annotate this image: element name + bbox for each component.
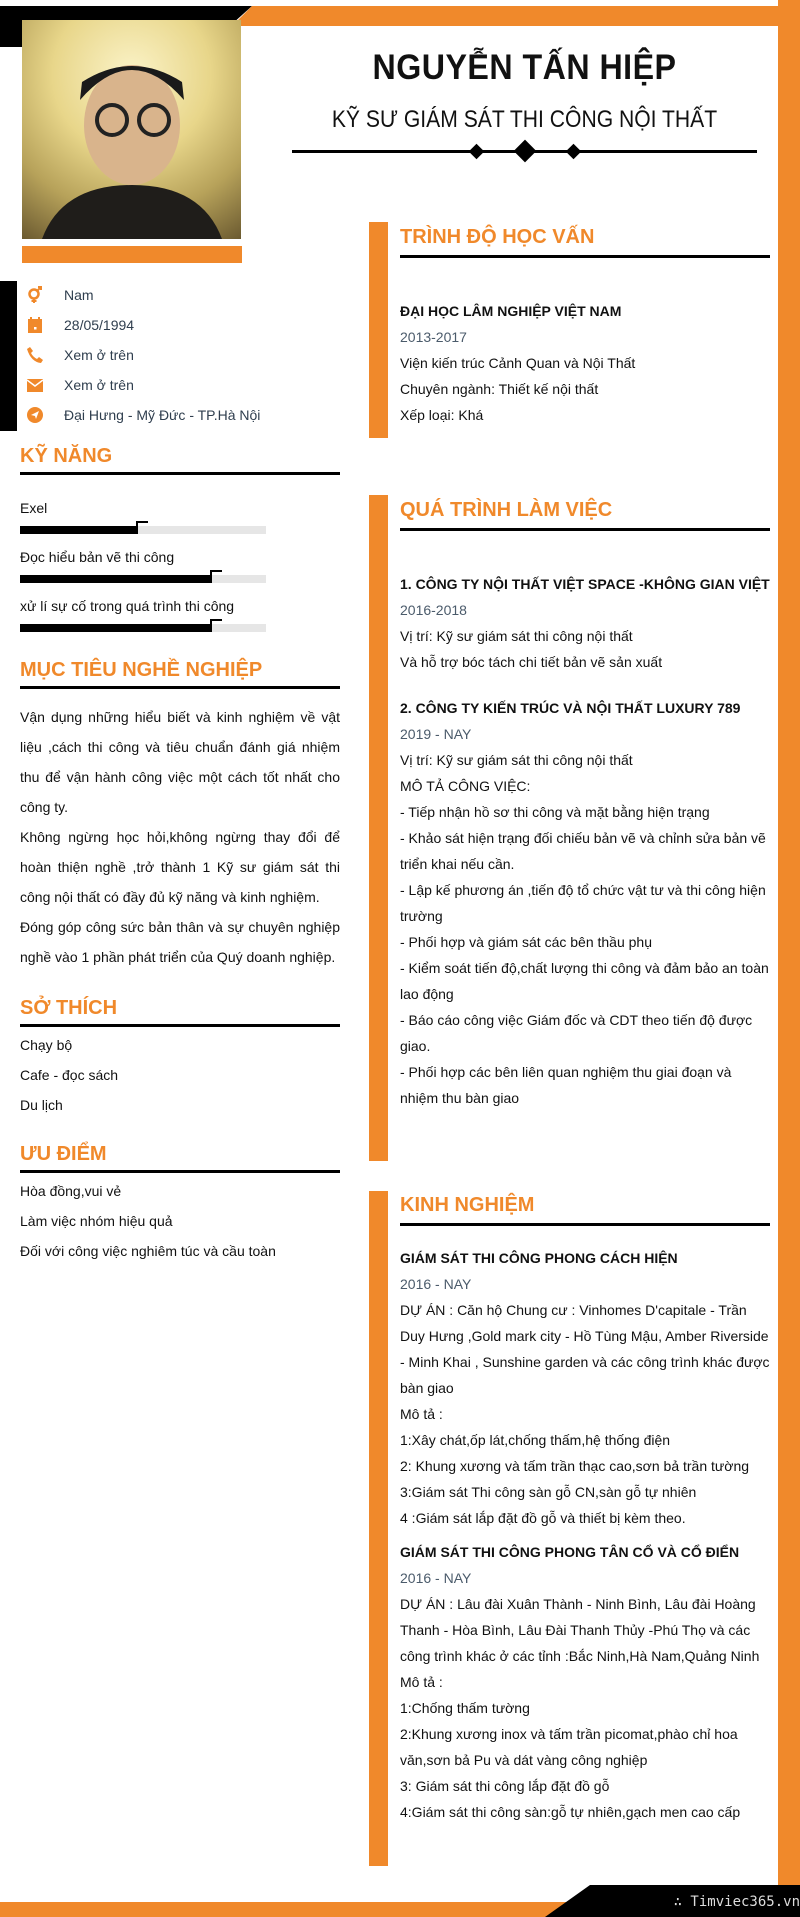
job-line: - Phối hợp và giám sát các bên thầu phụ [400, 934, 652, 950]
education-line: Xếp loại: Khá [400, 407, 484, 423]
candidate-title: KỸ SƯ GIÁM SÁT THI CÔNG NỘI THẤT [331, 106, 718, 133]
calendar-icon [26, 316, 44, 334]
education-line: Chuyên ngành: Thiết kế nội thất [400, 381, 599, 397]
contact-value: 28/05/1994 [64, 317, 135, 333]
job-line: - Phối hợp các bên liên quan nghiệm thu giai đoạn và nhiệm thu bàn giao [400, 1064, 732, 1106]
contact-birthday [26, 313, 134, 337]
contact-value: Xem ở trên [64, 377, 134, 393]
job-line: Vị trí: Kỹ sư giám sát thi công nội thất [400, 752, 633, 768]
school-name: ĐẠI HỌC LÂM NGHIỆP VIỆT NAM [400, 303, 622, 319]
job-line: Và hỗ trợ bóc tách chi tiết bản vẽ sản xuất [400, 654, 663, 670]
job-line: - Báo cáo công việc Giám đốc và CDT theo tiến độ được giao. [400, 1012, 753, 1054]
experience-line: 3: Giám sát thi công lắp đặt đồ gỗ [400, 1778, 610, 1794]
strength-item: Hòa đồng,vui vẻ [20, 1183, 122, 1199]
experience-title: GIÁM SÁT THI CÔNG PHONG CÁCH HIỆN [400, 1250, 678, 1266]
strength-item: Đối với công việc nghiêm túc và cầu toàn [20, 1243, 276, 1259]
experience-line: 4:Giám sát thi công sàn:gỗ tự nhiên,gạch men cao cấp [400, 1804, 741, 1820]
contact-value: Xem ở trên [64, 347, 134, 363]
skill-label: xử lí sự cố trong quá trình thi công [20, 598, 235, 614]
divider-diamond [566, 144, 582, 160]
job-line: MÔ TẢ CÔNG VIỆC: [400, 778, 531, 794]
objective-text [20, 702, 340, 972]
hobby-item: Chạy bộ [20, 1037, 73, 1053]
section-accent-bar [369, 222, 388, 438]
education-line: Viện kiến trúc Cảnh Quan và Nội Thất [400, 355, 636, 371]
skill-bar-marker [210, 570, 222, 572]
hobby-item: Du lịch [20, 1097, 63, 1113]
work-content [400, 571, 770, 1111]
work-heading: QUÁ TRÌNH LÀM VIỆC [400, 499, 770, 531]
contact-value: Nam [64, 287, 94, 303]
contact-gender [26, 283, 94, 307]
skill-bar [20, 624, 266, 632]
hobbies-heading: SỞ THÍCH [20, 997, 340, 1027]
contact-address [26, 403, 260, 427]
gender-icon [26, 286, 44, 304]
experience-heading: KINH NGHIỆM [400, 1194, 770, 1226]
job-line: - Kiểm soát tiến độ,chất lượng thi công và đảm bảo an toàn lao động [400, 960, 769, 1002]
contact-side-bar [0, 281, 17, 431]
job-line: - Lập kế phương án ,tiến độ tổ chức vật tư và thi công hiện trường [400, 882, 766, 924]
contact-phone [26, 343, 134, 367]
experience-line: Mô tả : [400, 1674, 443, 1690]
watermark: ∴ Timviec365.vn [673, 1894, 800, 1910]
skill-bar [20, 575, 266, 583]
job-line: - Tiếp nhận hồ sơ thi công và mặt bằng hiện trạng [400, 804, 710, 820]
skill-bar-marker [136, 521, 148, 523]
job-line: - Khảo sát hiện trạng đối chiếu bản vẽ và chỉnh sửa bản vẽ triển khai nếu cần. [400, 830, 766, 872]
objective-heading: MỤC TIÊU NGHỀ NGHIỆP [20, 659, 340, 689]
divider-diamond [514, 140, 537, 163]
skill-bar [20, 526, 266, 534]
skill-label: Exel [20, 500, 48, 516]
experience-period: 2016 - NAY [400, 1570, 472, 1586]
top-orange-band [232, 6, 800, 26]
section-accent-bar [369, 1191, 388, 1866]
bottom-orange-band [0, 1902, 580, 1917]
strengths-heading: ƯU ĐIỂM [20, 1143, 340, 1173]
experience-line: DỰ ÁN : Căn hộ Chung cư : Vinhomes D'capitale - Trần Duy Hưng ,Gold mark city - Hồ Tùng Mậu, Amber Riverside - Minh Khai , Sunshine garden và các công trình khác được bàn giao [400, 1302, 770, 1396]
email-icon [26, 376, 44, 394]
experience-line: 2: Khung xương và tấm trần thạc cao,sơn bả trần tường [400, 1458, 750, 1474]
skill-bar-fill [20, 575, 212, 583]
job-company: 2. CÔNG TY KIẾN TRÚC VÀ NỘI THẤT LUXURY 789 [400, 700, 741, 716]
strength-item: Làm việc nhóm hiệu quả [20, 1213, 173, 1229]
objective-paragraph: Vận dụng những hiểu biết và kinh nghiệm về vật liệu ,cách thi công và tiêu chuẩn đánh giá nhiệm thu để vận hành công việc một cách tốt nhất cho công ty. [20, 709, 340, 815]
hobby-item: Cafe - đọc sách [20, 1067, 119, 1083]
strengths-list [20, 1176, 340, 1266]
experience-content [400, 1245, 770, 1825]
skill-bar-fill [20, 624, 212, 632]
phone-icon [26, 346, 44, 364]
experience-line: 4 :Giám sát lắp đặt đồ gỗ và thiết bị kèm theo. [400, 1510, 686, 1526]
job-period: 2016-2018 [400, 602, 467, 618]
section-accent-bar [369, 495, 388, 1161]
right-orange-bar [778, 0, 800, 1917]
experience-line: DỰ ÁN : Lâu đài Xuân Thành - Ninh Bình, Lâu đài Hoàng Thanh - Hòa Bình, Lâu Đài Thanh Thủy -Phú Thọ và các công trình khác ở các tỉnh :Bắc Ninh,Hà Nam,Quảng Ninh [400, 1596, 760, 1664]
education-period: 2013-2017 [400, 329, 467, 345]
job-line: Vị trí: Kỹ sư giám sát thi công nội thất [400, 628, 633, 644]
experience-period: 2016 - NAY [400, 1276, 472, 1292]
location-icon [26, 406, 44, 424]
job-period: 2019 - NAY [400, 726, 472, 742]
skills-heading: KỸ NĂNG [20, 445, 340, 475]
experience-line: 3:Giám sát Thi công sàn gỗ CN,sàn gỗ tự nhiên [400, 1484, 697, 1500]
experience-line: 1:Chống thấm tường [400, 1700, 530, 1716]
experience-line: Mô tả : [400, 1406, 443, 1422]
skill-bar-fill [20, 526, 138, 534]
profile-photo [22, 20, 241, 239]
education-heading: TRÌNH ĐỘ HỌC VẤN [400, 226, 770, 258]
contact-value: Đại Hưng - Mỹ Đức - TP.Hà Nội [64, 407, 261, 423]
divider-diamond [469, 144, 485, 160]
candidate-name: NGUYỄN TẤN HIỆP [372, 48, 677, 87]
experience-title: GIÁM SÁT THI CÔNG PHONG TÂN CỔ VÀ CỔ ĐIỂN [400, 1544, 740, 1560]
job-company: 1. CÔNG TY NỘI THẤT VIỆT SPACE -KHÔNG GIAN VIỆT [400, 576, 770, 592]
skill-bar-marker [210, 619, 222, 621]
experience-line: 1:Xây chát,ốp lát,chống thấm,hệ thống điện [400, 1432, 671, 1448]
objective-paragraph: Không ngừng học hỏi,không ngừng thay đổi để hoàn thiện nghề ,trở thành 1 Kỹ sư giám sát thi công nội thất có đầy đủ kỹ năng và kinh nghiệm. [20, 829, 340, 905]
hobbies-list [20, 1030, 340, 1120]
photo-accent-bar [22, 246, 242, 263]
education-content [400, 298, 770, 428]
contact-email [26, 373, 134, 397]
experience-line: 2:Khung xương inox và tấm trần picomat,phào chỉ hoa văn,sơn bả Pu và dát vàng công nghiệp [400, 1726, 738, 1768]
skill-label: Đọc hiểu bản vẽ thi công [20, 549, 175, 565]
objective-paragraph: Đóng góp công sức bản thân và sự chuyên nghiệp nghề vào 1 phần phát triển của Quý doanh nghiệp. [20, 919, 340, 965]
